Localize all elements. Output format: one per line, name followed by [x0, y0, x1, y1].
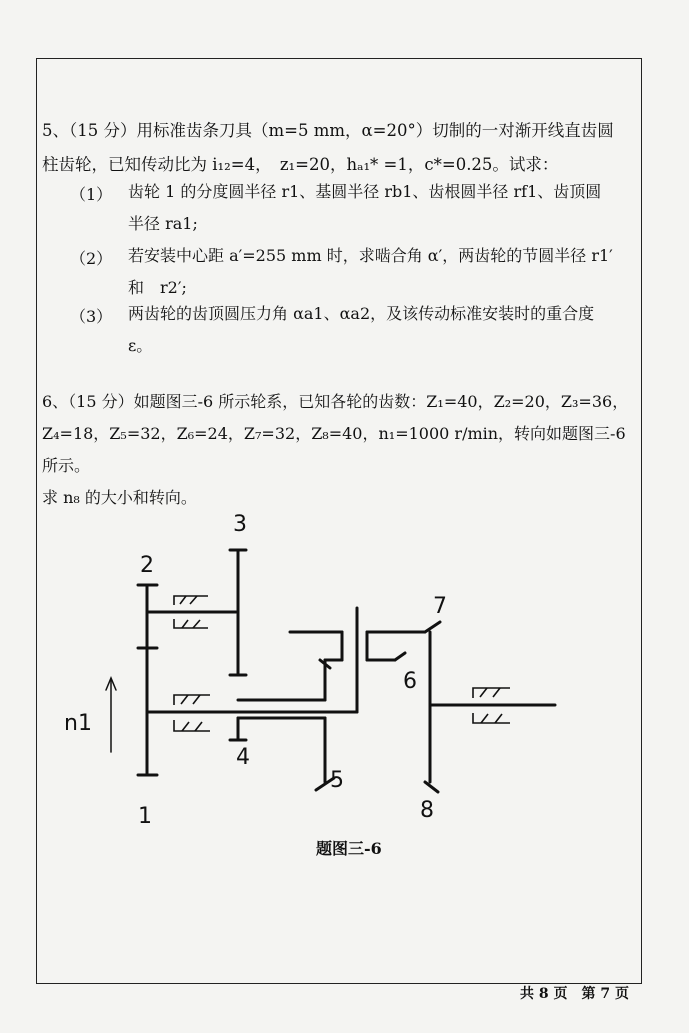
q5-item3-num: （3） [70, 307, 113, 326]
label-gear-4: 4 [236, 745, 250, 770]
bearing-upper-top [174, 596, 208, 605]
q5-line2: 柱齿轮，已知传动比为 i₁₂=4， z₁=20，hₐ₁* =1，c*=0.25。试求： [42, 155, 559, 174]
q5-item2-num: （2） [70, 249, 113, 268]
q6-line1: 6、（15 分）如题图三-6 所示轮系，已知各轮的齿数：Z₁=40，Z₂=20，Z₃=36， [42, 392, 629, 411]
q5-item1-text2: 半径 ra1; [128, 214, 198, 233]
label-gear-2: 2 [140, 553, 154, 578]
bearing-lower-bottom [174, 720, 210, 731]
q6-line3: 求 n₈ 的大小和转向。 [42, 488, 197, 507]
bearing-upper-bottom [174, 619, 208, 628]
q5-item3-text2: ε。 [128, 336, 153, 355]
q5-line1: 5、（15 分）用标准齿条刀具（m=5 mm，α=20°）切制的一对渐开线直齿圆 [42, 121, 614, 140]
label-gear-6: 6 [403, 669, 417, 694]
q5-item2-text1: 若安装中心距 a′=255 mm 时，求啮合角 α′，两齿轮的节圆半径 r1′ [128, 246, 613, 265]
label-gear-7: 7 [433, 594, 447, 619]
label-gear-1: 1 [138, 804, 152, 829]
bearing-lower-top [174, 695, 210, 705]
figure-caption: 题图三-6 [316, 839, 382, 858]
label-n1: n1 [64, 711, 92, 736]
q6-line2: Z₄=18，Z₅=32，Z₆=24，Z₇=32，Z₈=40，n₁=1000 r/min，转向如题图三-6 所示。 [42, 424, 626, 475]
q5-item3-text1: 两齿轮的齿顶圆压力角 αa1、αa2，及该传动标准安装时的重合度 [128, 304, 595, 323]
q5-item2-text2: 和 r2′; [128, 278, 187, 297]
label-gear-3: 3 [233, 512, 247, 537]
q5-item1-text1: 齿轮 1 的分度圆半径 r1、基圆半径 rb1、齿根圆半径 rf1、齿顶圆 [128, 182, 602, 201]
page-footer: 共 8 页 第 7 页 [520, 986, 629, 1002]
label-gear-5: 5 [330, 768, 344, 793]
label-gear-8: 8 [420, 798, 434, 823]
q5-item1-num: （1） [70, 185, 113, 204]
bearing-output-top [473, 688, 510, 698]
bearing-output-bottom [473, 713, 510, 723]
